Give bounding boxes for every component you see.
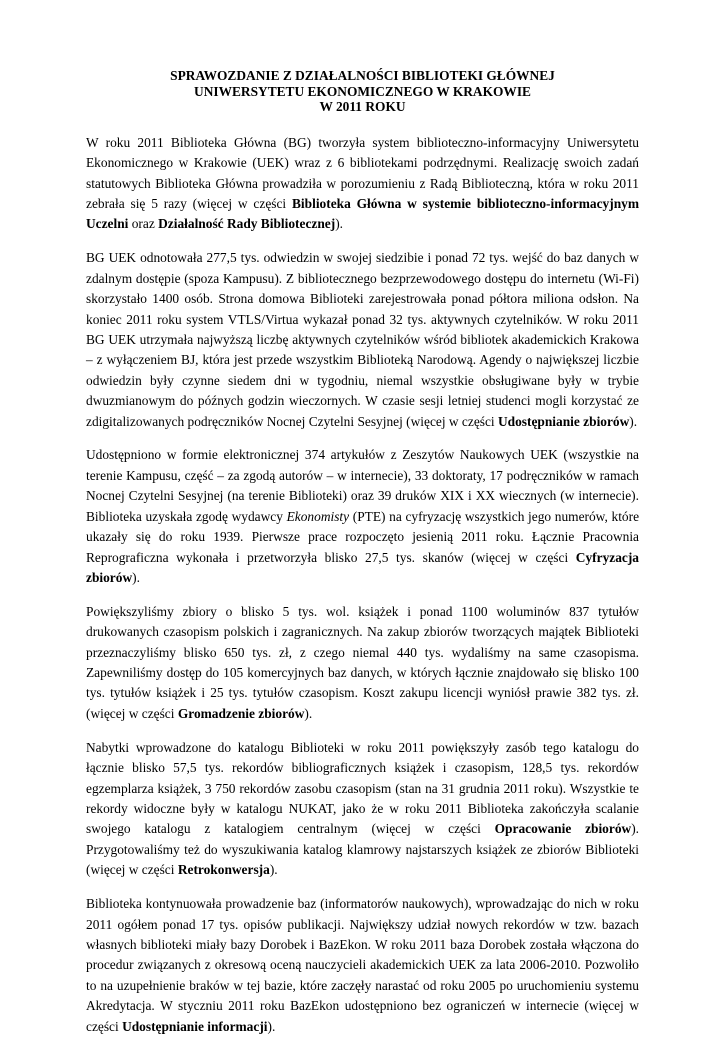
paragraph-visits: BG UEK odnotowała 277,5 tys. odwiedzin w swojej siedzibie i ponad 72 tys. wejść do baz danych w zdalnym dostępie (spoza Kampusu). Z bibliotecznego bezprzewodowego dostępu do internetu (Wi-Fi) skorzystało 1400 osób. Strona domowa Biblioteki zarejestrowała ponad półtora miliona odsłon. Na koniec 2011 roku system VTLS/Virtua wykazał ponad 32 tys. aktywnych czytelników. W roku 2011 BG UEK utrzymała najwyższą liczbę aktywnych czytelników wśród bibliotek akademickich Krakowa – z wyłączeniem BJ, która jest przede wszystkim Biblioteką Narodową. Agendy o największej liczbie odwiedzin były czynne siedem dni w tygodniu, niemal wszystkie obsługiwane były w trybie dwuzmianowym do późnych godzin wieczornych. W czasie sesji letniej studenci mogli korzystać ze zdigitalizowanych podręczników Nocnej Czytelni Sesyjnej (więcej w części Udostępnianie zbiorów). (86, 250, 639, 429)
title-line-3: W 2011 ROKU (319, 99, 406, 115)
section-reference: Działalność Rady Bibliotecznej (158, 216, 336, 232)
section-reference: Biblioteka Główna w systemie biblioteczno-informacyjnym Uczelni (86, 196, 639, 232)
section-reference: Udostępnianie zbiorów (497, 413, 630, 429)
section-reference: Gromadzenie zbiorów (177, 705, 305, 721)
section-reference: Opracowanie zbiorów (494, 821, 632, 837)
title-line-2: UNIWERSYTETU EKONOMICZNEGO W KRAKOWIE (194, 83, 531, 99)
section-reference: Udostępnianie informacji (122, 1018, 268, 1034)
journal-title: Ekonomisty (286, 508, 350, 524)
paragraph-databases: Biblioteka kontynuowała prowadzenie baz (informatorów naukowych), wprowadzając do nich w roku 2011 ogółem ponad 17 tys. opisów publikacji. Największy udział nowych rekordów w tzw. bazach własnych biblioteki miały bazy Dorobek i BazEkon. W roku 2011 baza Dorobek została włączona do procedur związanych z okresową oceną nauczycieli akademickich UEK za lata 2006-2010. Pozwoliło to na uzupełnienie braków w tej bazie, które zaczęły narastać od roku 2005 po uruchomieniu systemu Akredytacja. W styczniu 2011 roku BazEkon udostępniono bez ograniczeń w internecie (więcej w części Udostępnianie informacji). (86, 896, 639, 1034)
section-reference: Cyfryzacja zbiorów (86, 549, 639, 585)
paragraph-acquisitions: Powiększyliśmy zbiory o blisko 5 tys. wol. książek i ponad 1100 woluminów 837 tytułów drukowanych czasopism polskich i zagranicznych. Na zakup zbiorów tworzących majątek Biblioteki przeznaczyliśmy blisko 650 tys. zł, z czego niemal 440 tys. wydaliśmy na same czasopisma. Zapewniliśmy dostęp do 105 komercyjnych baz danych, w których łącznie znajdowało się blisko 100 tys. tytułów książek i 25 tys. tytułów czasopism. Koszt zakupu licencji wyniósł prawie 382 tys. zł. (więcej w części Gromadzenie zbiorów). (86, 603, 639, 721)
paragraph-digitization: Udostępniono w formie elektronicznej 374 artykułów z Zeszytów Naukowych UEK (wszystkie na terenie Kampusu, część – za zgodą autorów – w internecie), 33 doktoraty, 17 podręczników w ramach Nocnej Czytelni Sesyjnej (na terenie Biblioteki) oraz 39 druków XIX i XX wiecznych (w internecie). Biblioteka uzyskała zgodę wydawcy Ekonomisty (PTE) na cyfryzację wszystkich jego numerów, które ukazały się do roku 1939. Pierwsze prace rozpoczęto jesienią 2011 roku. Łącznie Pracownia Reprograficzna wykonała i przetworzyła blisko 27,5 tys. skanów (więcej w części Cyfryzacja zbiorów). (86, 447, 640, 585)
section-reference: Retrokonwersja (177, 862, 270, 878)
paragraph-system: W roku 2011 Biblioteka Główna (BG) tworzyła system biblioteczno-informacyjny Uniwersytetu Ekonomicznego w Krakowie (UEK) wraz z 6 bibliotekami podrzędnymi. Realizację swoich zadań statutowych Biblioteka Główna prowadziła w porozumieniu z Radą Biblioteczną, która w roku 2011 zebrała się 5 razy (więcej w części Biblioteka Główna w systemie biblioteczno-informacyjnym Uczelni oraz Działalność Rady Bibliotecznej). (86, 134, 639, 232)
paragraph-catalog: Nabytki wprowadzone do katalogu Biblioteki w roku 2011 powiększyły zasób tego katalogu do łącznie blisko 57,5 tys. rekordów bibliograficznych książek i czasopism, 128,5 tys. rekordów egzemplarza książek, 3 750 rekordów zasobu czasopism (stan na 31 grudnia 2011 roku). Wszystkie te rekordy widoczne były w katalogu NUKAT, jako że w roku 2011 Biblioteka zakończyła scalanie swojego katalogu z katalogiem centralnym (więcej w części Opracowanie zbiorów). Przygotowaliśmy też do wyszukiwania katalog klamrowy najstarszych książek ze zbiorów Biblioteki (więcej w części Retrokonwersja). (86, 739, 639, 878)
title-line-1: SPRAWOZDANIE Z DZIAŁALNOŚCI BIBLIOTEKI GŁÓWNEJ (170, 68, 555, 83)
report-title (86, 68, 639, 115)
